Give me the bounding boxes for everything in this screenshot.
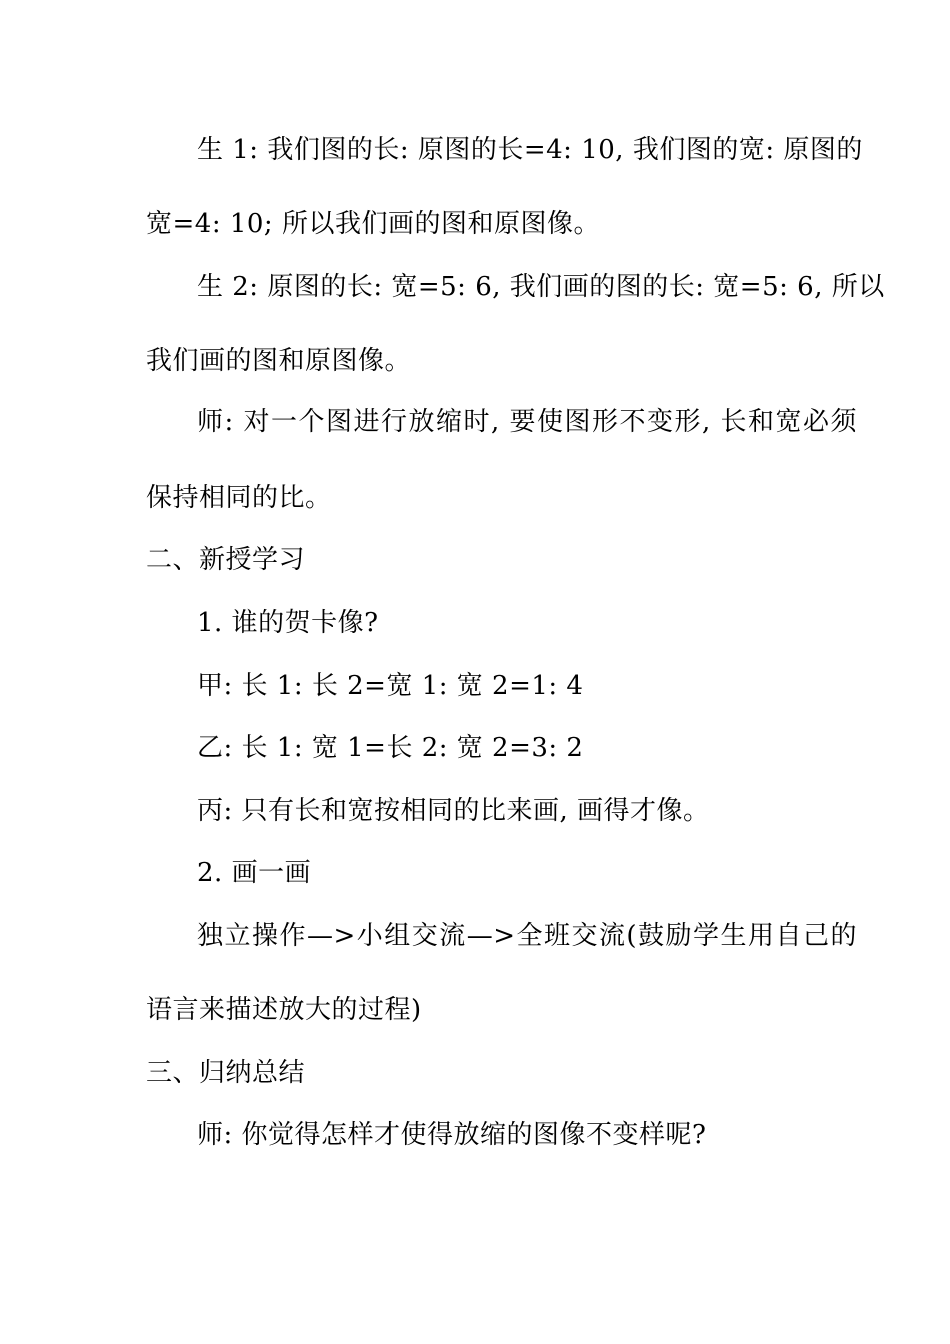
paragraph-line: 师: 对一个图进行放缩时, 要使图形不变形, 长和宽必须 [197,407,857,437]
paragraph-line: 师: 你觉得怎样才使得放缩的图像不变样呢? [197,1120,707,1150]
paragraph-line: 我们画的图和原图像。 [146,346,412,376]
subsection-heading: 1. 谁的贺卡像? [197,608,379,638]
paragraph-line: 丙: 只有长和宽按相同的比来画, 画得才像。 [197,796,710,826]
paragraph-line: 甲: 长 1: 长 2=宽 1: 宽 2=1: 4 [197,671,584,701]
subsection-heading: 2. 画一画 [197,858,312,888]
paragraph-line: 语言来描述放大的过程) [146,995,422,1025]
paragraph-line: 保持相同的比。 [146,483,332,513]
paragraph-line: 生 1: 我们图的长: 原图的长=4: 10, 我们图的宽: 原图的 [197,135,863,165]
paragraph-line: 独立操作—>小组交流—>全班交流(鼓励学生用自己的 [197,921,857,951]
section-heading: 二、新授学习 [146,545,306,575]
paragraph-line: 宽=4: 10; 所以我们画的图和原图像。 [146,209,600,239]
paragraph-line: 生 2: 原图的长: 宽=5: 6, 我们画的图的长: 宽=5: 6, 所以 [197,272,885,302]
paragraph-line: 乙: 长 1: 宽 1=长 2: 宽 2=3: 2 [197,733,584,763]
section-heading: 三、归纳总结 [146,1058,306,1088]
